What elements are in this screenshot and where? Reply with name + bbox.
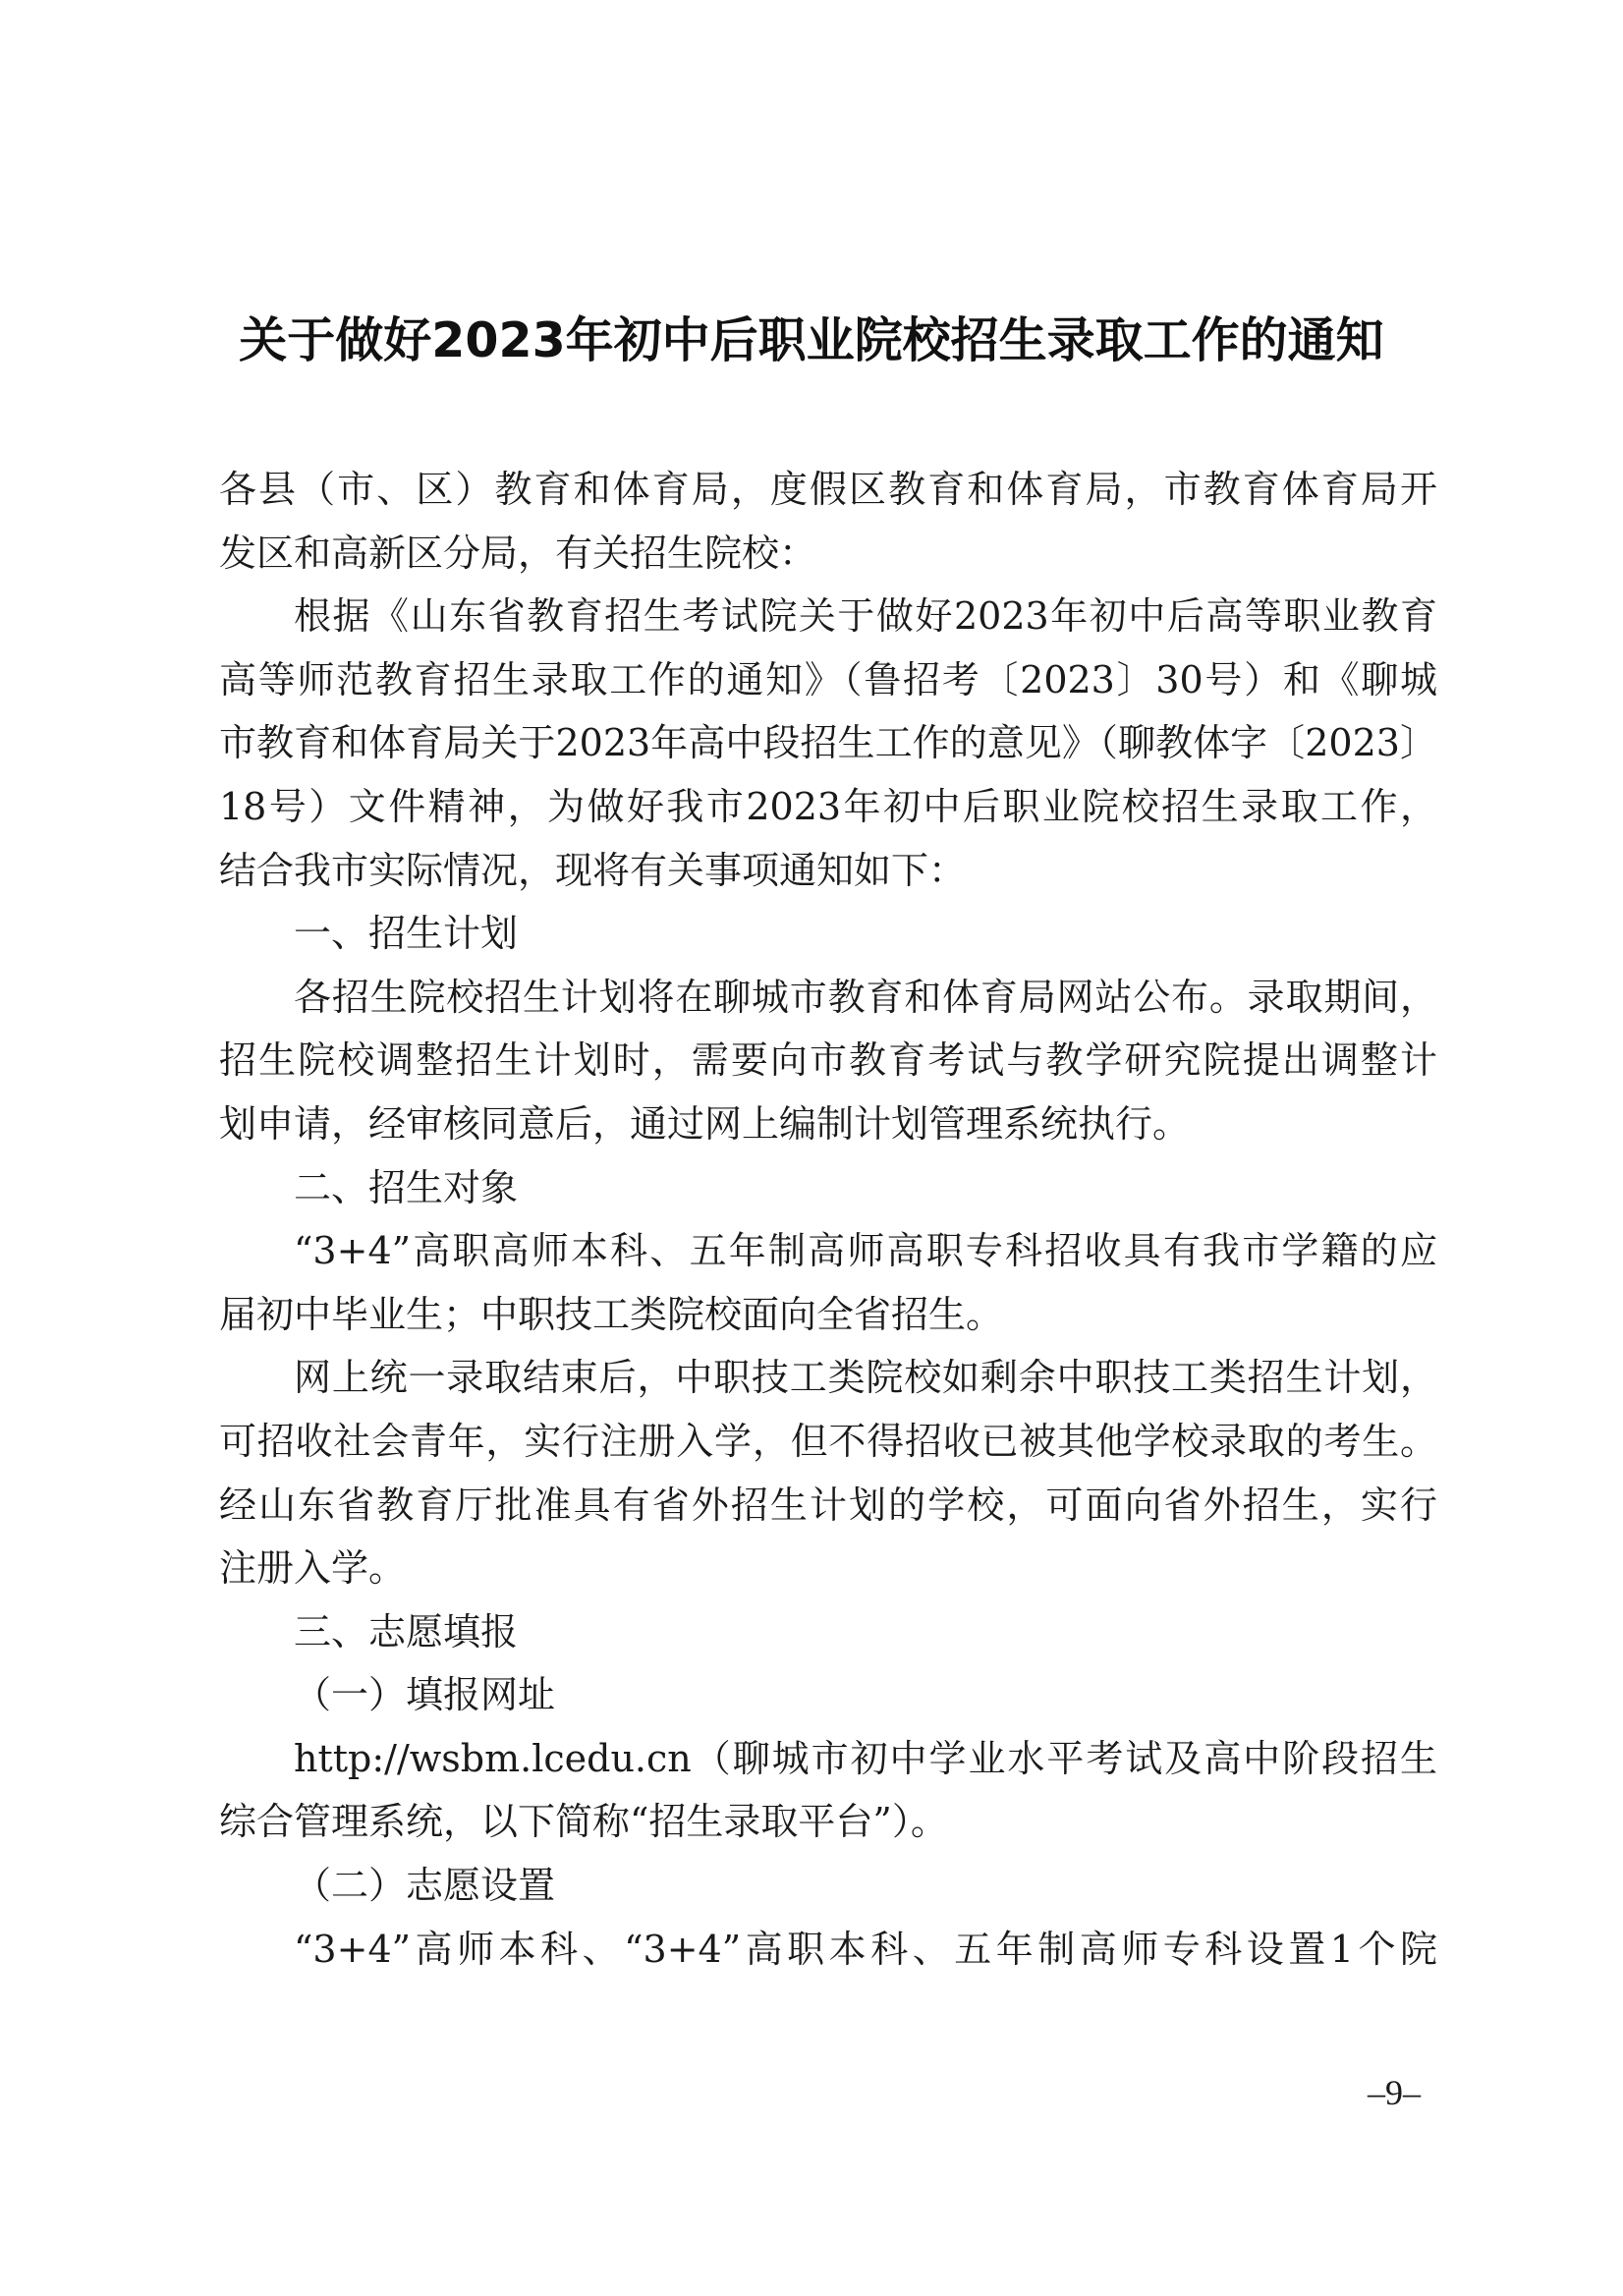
body-line: 根据《山东省教育招生考试院关于做好2023年初中后高等职业教育 bbox=[294, 594, 1437, 639]
body-line: “3+4”高师本科、“3+4”高职本科、五年制高师专科设置1个院 bbox=[294, 1927, 1437, 1971]
body-line-url: http://wsbm.lcedu.cn（聊城市初中学业水平考试及高中阶段招生 bbox=[294, 1736, 1437, 1780]
body-line: 综合管理系统，以下简称“招生录取平台”）。 bbox=[219, 1800, 948, 1844]
subsection-heading: （二）志愿设置 bbox=[294, 1864, 556, 1908]
body-line: 经山东省教育厅批准具有省外招生计划的学校，可面向省外招生，实行 bbox=[219, 1483, 1437, 1527]
section-heading: 一、招生计划 bbox=[294, 912, 519, 956]
body-line: 各县（市、区）教育和体育局，度假区教育和体育局，市教育体育局开 bbox=[219, 468, 1437, 511]
page-number: –9– bbox=[1368, 2073, 1421, 2112]
subsection-heading: （一）填报网址 bbox=[294, 1673, 556, 1717]
body-line: 市教育和体育局关于2023年高中段招生工作的意见》（聊教体字〔2023〕 bbox=[219, 721, 1437, 765]
body-line: 网上统一录取结束后，中职技工类院校如剩余中职技工类招生计划， bbox=[294, 1356, 1437, 1400]
section-heading: 三、志愿填报 bbox=[294, 1609, 519, 1653]
body-line: 招生院校调整招生计划时，需要向市教育考试与教学研究院提出调整计 bbox=[219, 1038, 1437, 1083]
body-line: 可招收社会青年，实行注册入学，但不得招收已被其他学校录取的考生。 bbox=[219, 1419, 1437, 1463]
body-line: 各招生院校招生计划将在聊城市教育和体育局网站公布。录取期间， bbox=[294, 975, 1437, 1019]
body-line: 18号）文件精神，为做好我市2023年初中后职业院校招生录取工作， bbox=[219, 784, 1437, 828]
body-line: 注册入学。 bbox=[219, 1546, 407, 1591]
body-line: 划申请，经审核同意后，通过网上编制计划管理系统执行。 bbox=[219, 1101, 1191, 1146]
document-title: 关于做好2023年初中后职业院校招生录取工作的通知 bbox=[239, 312, 1384, 368]
body-line: “3+4”高职高师本科、五年制高师高职专科招收具有我市学籍的应 bbox=[294, 1229, 1437, 1273]
body-line: 结合我市实际情况，现将有关事项通知如下： bbox=[219, 848, 967, 892]
section-heading: 二、招生对象 bbox=[294, 1165, 519, 1209]
body-line: 高等师范教育招生录取工作的通知》（鲁招考〔2023〕30号）和《聊城 bbox=[219, 657, 1437, 701]
body-line: 发区和高新区分局，有关招生院校： bbox=[219, 531, 817, 575]
body-line: 届初中毕业生；中职技工类院校面向全省招生。 bbox=[219, 1292, 1004, 1336]
document-body bbox=[219, 458, 1437, 1981]
